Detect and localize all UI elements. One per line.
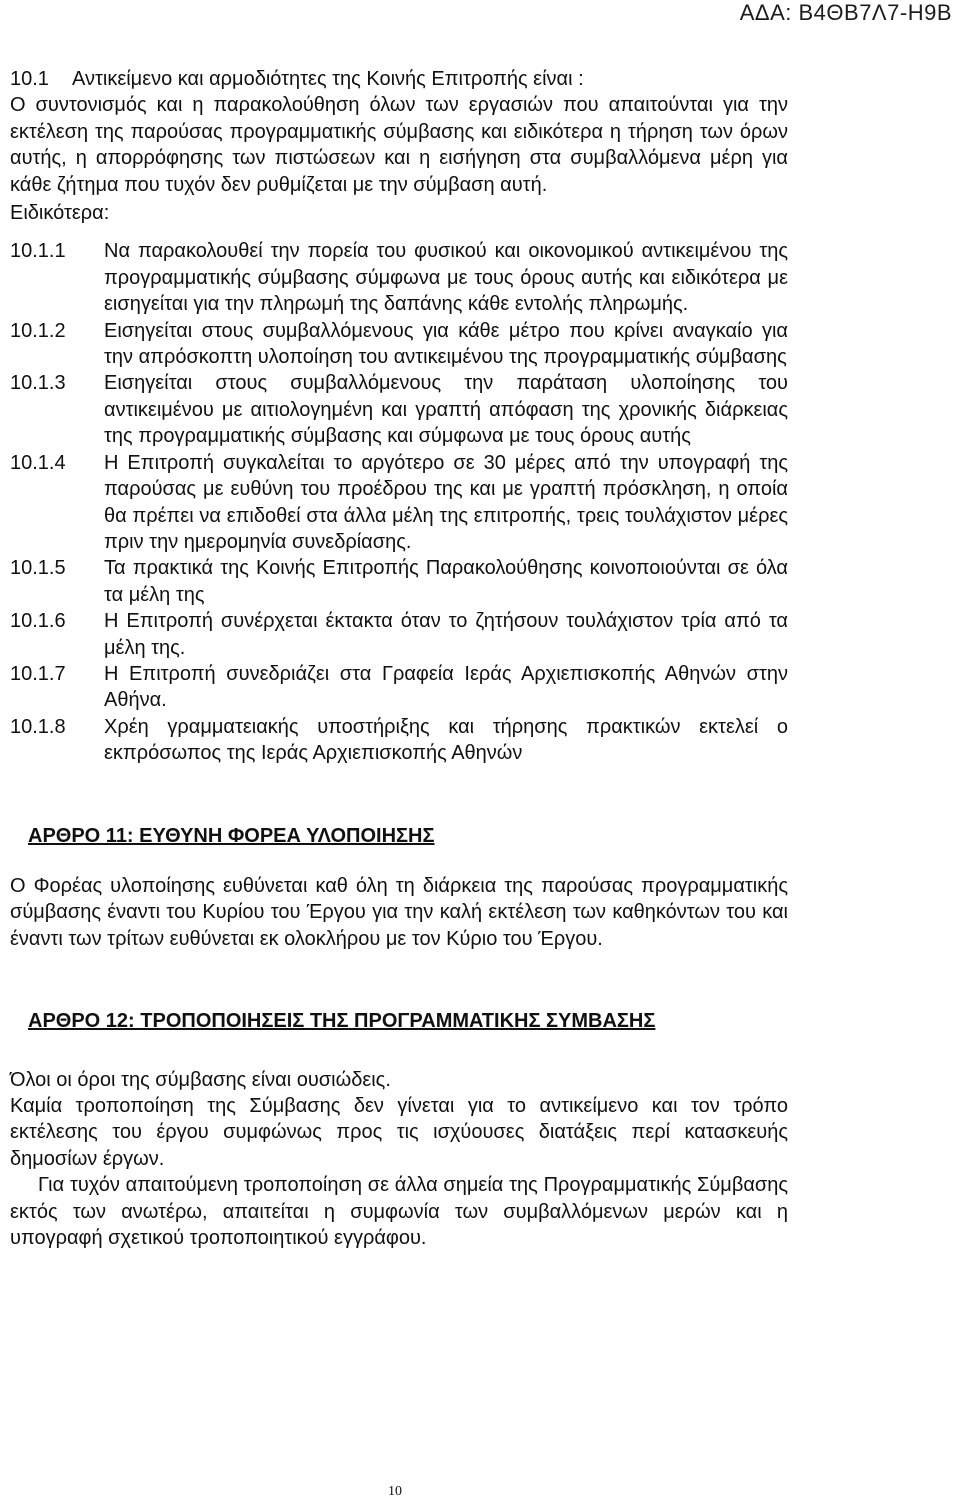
item-text: Χρέη γραμματειακής υποστήριξης και τήρησης πρακτικών εκτελεί ο εκπρόσωπος της Ιεράς Αρχιεπισκοπής Αθηνών [104, 715, 788, 765]
article-11-paragraph: Ο Φορέας υλοποίησης ευθύνεται καθ όλη τη διάρκεια της παρούσας προγραμματικής σύμβασης έναντι του Κυρίου του Έργου για την καλή εκτέλεση των καθηκόντων του και έναντι των τρίτων ευθύνεται εκ ολοκλήρου με τον Κύριο του Έργου. [10, 874, 788, 950]
specifically-label: Ειδικότερα: [10, 202, 110, 225]
section-title: Αντικείμενο και αρμοδιότητες της Κοινής Επιτροπής είναι : [72, 68, 584, 90]
item-text: Η Επιτροπή συνέρχεται έκτακτα όταν το ζητήσουν τουλάχιστον τρία από τα μέλη της. [104, 610, 788, 659]
section-10-1-paragraph: Ο συντονισμός και η παρακολούθηση όλων των εργασιών που απαιτούνται για την εκτέλεση της παρούσας προγραμματικής σύμβασης και ειδικότερα η τήρηση των όρων αυτής, η απορρόφησης των πιστώσεων και η εισήγηση στα συμβαλλόμενα μέρη για κάθε ζήτημα που τυχόν δεν ρυθμίζεται με την σύμβαση αυτή. [10, 94, 788, 196]
article-12-paragraph-3: Για τυχόν απαιτούμενη τροποποίηση σε άλλα σημεία της Προγραμματικής Σύμβασης εκτός των ανωτέρω, απαιτείται η συμφωνία των συμβαλλόμενων μερών και η υπογραφή σχετικού τροποποιητικού εγγράφου. [10, 1174, 788, 1250]
item-number: 10.1.3 [10, 372, 66, 395]
document-body [10, 66, 788, 1251]
item-number: 10.1.8 [10, 715, 66, 738]
article-11-title: ΑΡΘΡΟ 11: ΕΥΘΥΝΗ ΦΟΡΕΑ ΥΛΟΠΟΙΗΣΗΣ [28, 824, 435, 847]
item-text: Η Επιτροπή συγκαλείται το αργότερο σε 30 μέρες από την υπογραφή της παρούσας με ευθύνη του προέδρου της και με γραπτή πρόσκληση, η οποία θα πρέπει να επιδοθεί στα άλλα μέλη της επιτροπής, τρεις τουλάχιστον μέρες πριν την ημερομηνία συνεδρίασης. [104, 451, 788, 553]
list-item [10, 370, 788, 449]
list-item [10, 238, 788, 317]
item-number: 10.1.1 [10, 240, 66, 263]
list-item [10, 555, 788, 608]
item-text: Η Επιτροπή συνεδριάζει στα Γραφεία Ιεράς Αρχιεπισκοπής Αθηνών στην Αθήνα. [104, 662, 788, 712]
list-item [10, 450, 788, 556]
article-12-paragraph-2: Καμία τροποποίηση της Σύμβασης δεν γίνεται για το αντικείμενο και τον τρόπο εκτέλεσης του έργου συμφώνως προς τις ισχύουσες διατάξεις περί κατασκευής δημοσίων έργων. [10, 1095, 788, 1170]
item-number: 10.1.6 [10, 610, 66, 633]
item-text: Εισηγείται στους συμβαλλόμενους την παράταση υλοποίησης του αντικειμένου με αιτιολογημένη και γραπτή απόφαση της χρονικής διάρκειας της προγραμματικής σύμβασης και σύμφωνα με τους όρους αυτής [104, 372, 788, 448]
item-text: Να παρακολουθεί την πορεία του φυσικού και οικονομικού αντικειμένου της προγραμματικής σύμβασης σύμφωνα με τους όρους αυτής και ειδικότερα με εισηγείται για την πληρωμή της δαπάνης κάθε εντολής πληρωμής. [104, 240, 788, 316]
section-number: 10.1 [10, 68, 49, 90]
sub-items-list [10, 238, 788, 766]
item-number: 10.1.2 [10, 319, 66, 342]
article-12-paragraph-1: Όλοι οι όροι της σύμβασης είναι ουσιώδεις. [10, 1068, 391, 1091]
item-number: 10.1.5 [10, 557, 66, 580]
list-item [10, 608, 788, 661]
item-text: Τα πρακτικά της Κοινής Επιτροπής Παρακολούθησης κοινοποιούνται σε όλα τα μέλη της [104, 557, 788, 606]
list-item [10, 661, 788, 714]
item-number: 10.1.4 [10, 451, 66, 474]
list-item [10, 714, 788, 767]
list-item [10, 318, 788, 371]
article-12-title: ΑΡΘΡΟ 12: ΤΡΟΠΟΠΟΙΗΣΕΙΣ ΤΗΣ ΠΡΟΓΡΑΜΜΑΤΙΚΗΣ ΣΥΜΒΑΣΗΣ [28, 1010, 656, 1033]
page-number: 10 [388, 1484, 402, 1499]
ada-code: ΑΔΑ: Β4ΘΒ7Λ7-Η9Β [739, 0, 952, 25]
item-text: Εισηγείται στους συμβαλλόμενους για κάθε μέτρο που κρίνει αναγκαίο για την απρόσκοπτη υλοποίηση του αντικειμένου της προγραμματικής σύμβασης [104, 319, 788, 369]
section-10-1-heading [10, 66, 788, 92]
item-number: 10.1.7 [10, 662, 66, 685]
